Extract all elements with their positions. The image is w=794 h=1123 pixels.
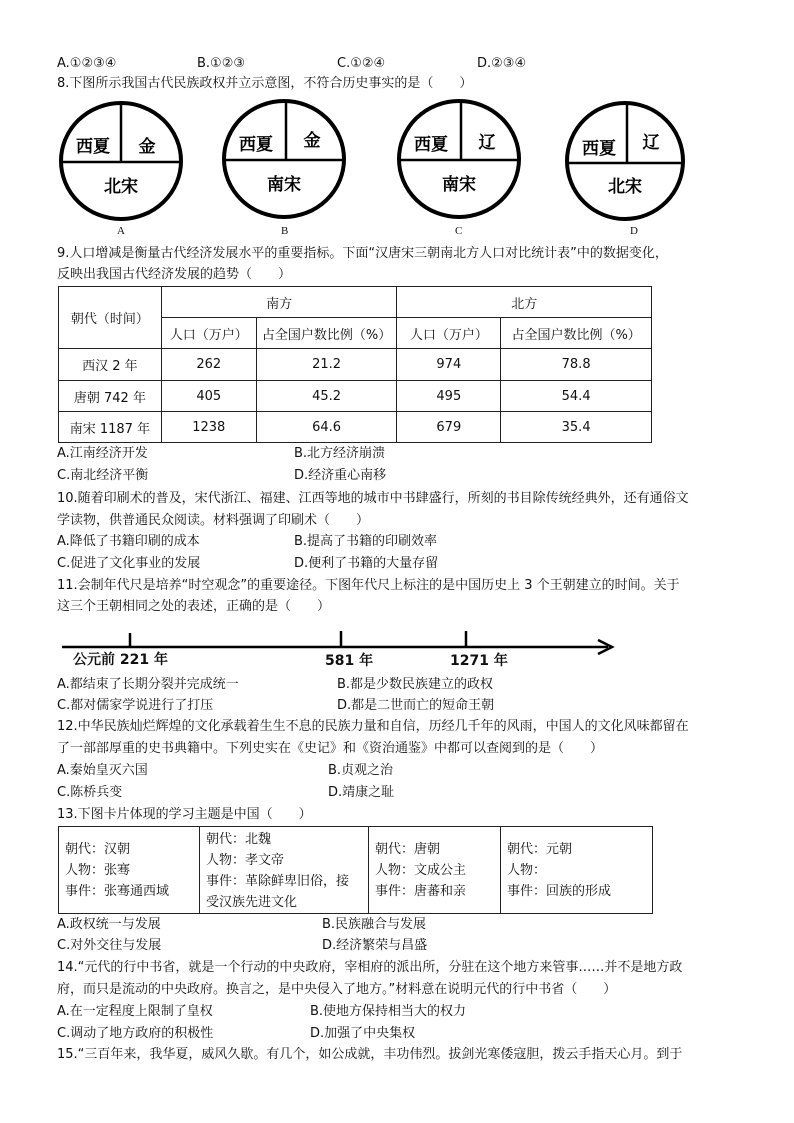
diagram-d-bottom: 北宋 bbox=[608, 177, 642, 197]
q10-option-c: C.促进了文化事业的发展 bbox=[57, 556, 201, 571]
q7-option-a: A.①②③④ bbox=[57, 56, 117, 71]
study-card-northern-wei bbox=[199, 826, 369, 914]
q11-stem-line2: 这三个王朝相同之处的表述，正确的是（ ） bbox=[57, 599, 331, 614]
header-period: 朝代（时间） bbox=[59, 287, 162, 349]
cell-north-pop: 974 bbox=[397, 349, 501, 381]
q9-stem-line2: 反映出我国古代经济发展的趋势（ ） bbox=[57, 267, 292, 282]
cell-period: 南宋 1187 年 bbox=[59, 412, 162, 443]
timeline-label-1271: 1271 年 bbox=[450, 653, 508, 669]
diagram-c-top-left: 西夏 bbox=[414, 135, 448, 155]
q15-stem-line1: 15.“三百年来，我华夏，威风久歇。有几个，如公成就，丰功伟烈。拔剑光寒倭寇胆，拨云手指天心月。到于 bbox=[57, 1047, 683, 1062]
q11-option-d: D.都是二世而亡的短命王朝 bbox=[337, 698, 495, 713]
q12-option-a: A.秦始皇灭六国 bbox=[57, 763, 148, 778]
regime-diagram-c bbox=[395, 98, 525, 223]
cell-north-pop: 495 bbox=[397, 381, 501, 412]
q12-option-c: C.陈桥兵变 bbox=[57, 785, 123, 800]
q9-option-a: A.江南经济开发 bbox=[57, 446, 148, 461]
q12-option-b: B.贞观之治 bbox=[328, 763, 394, 778]
q9-option-d: D.经济重心南移 bbox=[294, 468, 387, 483]
diagram-b-bottom: 南宋 bbox=[267, 175, 301, 195]
cell-north-pop: 679 bbox=[397, 412, 501, 443]
cell-north-ratio: 54.4 bbox=[501, 381, 652, 412]
table-row bbox=[59, 349, 652, 381]
header-south-pop: 人口（万户） bbox=[161, 318, 256, 349]
q10-stem-line1: 10.随着印刷术的普及，宋代浙江、福建、江西等地的城市中书肆盛行，所刻的书目除传统经典外，还有通俗文 bbox=[57, 491, 689, 506]
regime-diagram-a bbox=[57, 100, 187, 225]
header-north-pop: 人口（万户） bbox=[397, 318, 501, 349]
card-person: 人物：孝文帝 bbox=[206, 853, 285, 868]
population-table bbox=[58, 286, 652, 443]
q9-option-c: C.南北经济平衡 bbox=[57, 468, 149, 483]
diagram-b-top-right: 金 bbox=[303, 131, 321, 151]
header-south-ratio: 占全国户数比例（%） bbox=[256, 318, 397, 349]
card-event: 事件：唐蕃和亲 bbox=[375, 884, 467, 899]
q14-option-d: D.加强了中央集权 bbox=[310, 1026, 416, 1041]
diagram-c-bottom: 南宋 bbox=[442, 175, 476, 195]
q13-option-c: C.对外交往与发展 bbox=[57, 938, 162, 953]
q14-option-a: A.在一定程度上限制了皇权 bbox=[57, 1004, 213, 1019]
diagram-b-caption: B bbox=[281, 225, 289, 237]
q11-option-a: A.都结束了长期分裂并完成统一 bbox=[57, 677, 239, 692]
q7-option-d: D.②③④ bbox=[477, 56, 527, 71]
card-event-cont: 受汉族先进文化 bbox=[206, 895, 298, 910]
card-dynasty: 朝代：唐朝 bbox=[375, 842, 441, 857]
card-event: 事件：革除鲜卑旧俗，接 bbox=[206, 874, 350, 889]
q12-stem-line1: 12.中华民族灿烂辉煌的文化承载着生生不息的民族力量和自信，历经几千年的风雨，中国人的文化风味都留在 bbox=[57, 719, 689, 734]
q10-option-a: A.降低了书籍印刷的成本 bbox=[57, 534, 200, 549]
q13-option-d: D.经济繁荣与昌盛 bbox=[322, 938, 428, 953]
header-north-ratio: 占全国户数比例（%） bbox=[501, 318, 652, 349]
q7-option-b: B.①②③ bbox=[197, 56, 246, 71]
card-event: 事件：张骞通西域 bbox=[65, 884, 170, 899]
diagram-a-bottom: 北宋 bbox=[104, 177, 138, 197]
regime-diagram-b bbox=[220, 98, 350, 223]
cell-north-ratio: 35.4 bbox=[501, 412, 652, 443]
q7-option-c: C.①②④ bbox=[337, 56, 386, 71]
q10-option-d: D.便利了书籍的大量存留 bbox=[294, 556, 439, 571]
cell-south-ratio: 21.2 bbox=[256, 349, 397, 381]
cell-south-pop: 405 bbox=[161, 381, 256, 412]
q11-option-c: C.都对儒家学说进行了打压 bbox=[57, 698, 214, 713]
table-row bbox=[59, 412, 652, 443]
cell-south-ratio: 64.6 bbox=[256, 412, 397, 443]
diagram-d-top-left: 西夏 bbox=[582, 139, 616, 159]
q11-option-b: B.都是少数民族建立的政权 bbox=[337, 677, 494, 692]
table-row bbox=[59, 381, 652, 412]
cell-south-ratio: 45.2 bbox=[256, 381, 397, 412]
card-event: 事件：回族的形成 bbox=[507, 884, 612, 899]
q13-stem: 13.下图卡片体现的学习主题是中国（ ） bbox=[57, 807, 312, 822]
cell-period: 唐朝 742 年 bbox=[59, 381, 162, 412]
header-south: 南方 bbox=[161, 287, 397, 318]
q14-option-c: C.调动了地方政府的积极性 bbox=[57, 1026, 214, 1041]
study-card-yuan bbox=[500, 826, 653, 914]
diagram-d-top-right: 辽 bbox=[642, 133, 660, 153]
cell-south-pop: 1238 bbox=[161, 412, 256, 443]
diagram-a-caption: A bbox=[117, 225, 125, 237]
q13-option-a: A.政权统一与发展 bbox=[57, 917, 161, 932]
card-person: 人物：张骞 bbox=[65, 863, 131, 878]
study-card-tang bbox=[368, 826, 501, 914]
timeline-label-221bc: 公元前 221 年 bbox=[73, 652, 168, 668]
q12-stem-line2: 了一部部厚重的史书典籍中。下列史实在《史记》和《资治通鉴》中都可以查阅到的是（ ） bbox=[57, 741, 604, 756]
q13-option-b: B.民族融合与发展 bbox=[322, 917, 427, 932]
timeline-label-581: 581 年 bbox=[325, 653, 374, 669]
card-dynasty: 朝代：汉朝 bbox=[65, 842, 131, 857]
q12-option-d: D.靖康之耻 bbox=[328, 785, 395, 800]
q11-stem-line1: 11.会制年代尺是培养“时空观念”的重要途径。下图年代尺上标注的是中国历史上 3 个王朝建立的时间。关于 bbox=[57, 578, 680, 593]
diagram-c-caption: C bbox=[455, 225, 463, 237]
q8-stem: 8.下图所示我国古代民族政权并立示意图，不符合历史事实的是（ ） bbox=[57, 76, 473, 91]
card-person: 人物：文成公主 bbox=[375, 863, 467, 878]
diagram-a-top-left: 西夏 bbox=[76, 137, 110, 157]
q10-option-b: B.提高了书籍的印刷效率 bbox=[294, 534, 438, 549]
card-dynasty: 朝代：北魏 bbox=[206, 832, 272, 847]
cell-period: 西汉 2 年 bbox=[59, 349, 162, 381]
diagram-d-caption: D bbox=[630, 225, 638, 237]
q14-stem-line1: 14.“元代的行中书省，就是一个行动的中央政府，宰相府的派出所，分驻在这个地方来管事……并不是地方政 bbox=[57, 960, 683, 975]
q9-stem-line1: 9.人口增减是衡量古代经济发展水平的重要指标。下面“汉唐宋三朝南北方人口对比统计表”中的数据变化， bbox=[57, 246, 668, 261]
cell-north-ratio: 78.8 bbox=[501, 349, 652, 381]
study-card-han bbox=[58, 826, 200, 914]
q14-stem-line2: 府，而只是流动的中央政府。换言之，是中央侵入了地方。”材料意在说明元代的行中书省（ ） bbox=[57, 982, 617, 997]
diagram-b-top-left: 西夏 bbox=[239, 135, 273, 155]
card-person: 人物： bbox=[507, 863, 547, 878]
diagram-a-top-right: 金 bbox=[138, 137, 156, 157]
card-dynasty: 朝代：元朝 bbox=[507, 842, 573, 857]
cell-south-pop: 262 bbox=[161, 349, 256, 381]
diagram-c-top-right: 辽 bbox=[478, 133, 496, 153]
q9-option-b: B.北方经济崩溃 bbox=[294, 446, 386, 461]
q14-option-b: B.使地方保持相当大的权力 bbox=[310, 1004, 467, 1019]
q10-stem-line2: 学读物，供普通民众阅读。材料强调了印刷术（ ） bbox=[57, 513, 370, 528]
header-north: 北方 bbox=[397, 287, 652, 318]
regime-diagram-d bbox=[563, 100, 693, 225]
